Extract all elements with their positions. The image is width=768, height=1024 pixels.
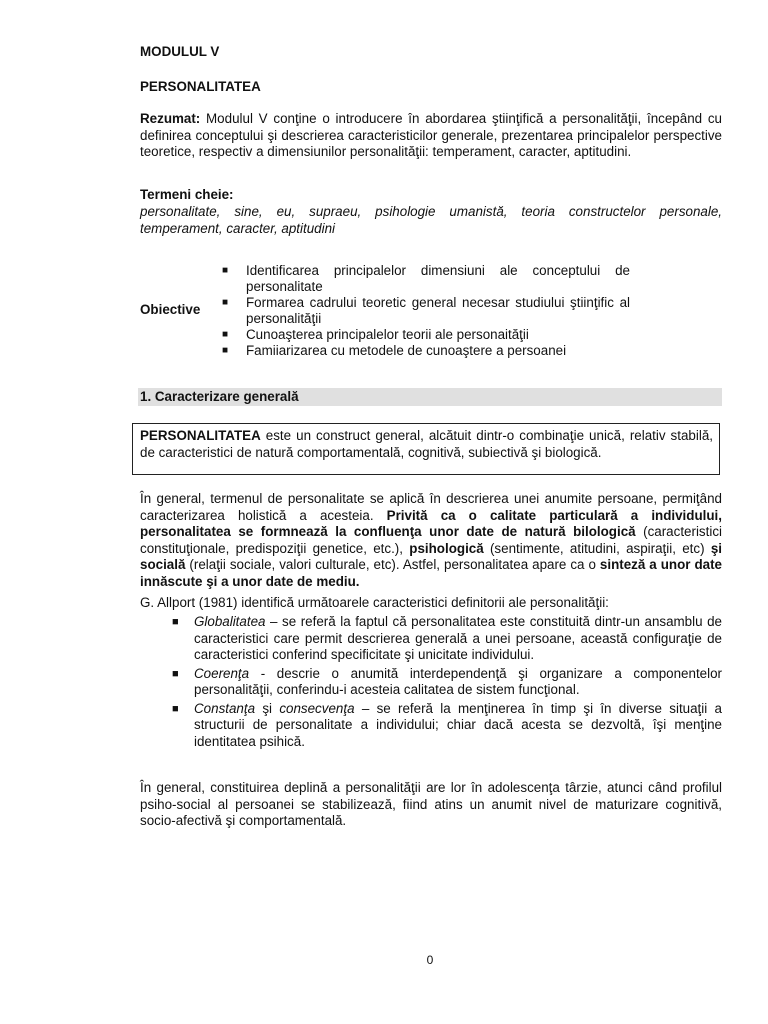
characteristics-list	[168, 614, 722, 752]
objectives-label: Obiective	[140, 302, 201, 317]
summary-label: Rezumat:	[140, 111, 201, 126]
square-bullet-icon: ■	[172, 702, 179, 715]
square-bullet-icon: ■	[222, 297, 229, 308]
characteristic-term: consecvenţa	[279, 700, 355, 716]
bold-run: sinteză a unor date innăscute şi a unor date de mediu.	[140, 557, 722, 589]
definition-box	[132, 423, 720, 475]
square-bullet-icon: ■	[172, 667, 179, 680]
square-bullet-icon: ■	[172, 616, 179, 628]
allport-intro: G. Allport (1981) identifică următoarele caracteristici definitorii ale personalităţii:	[140, 595, 609, 610]
section-heading: 1. Caracterizare generală	[140, 389, 299, 404]
list-item	[218, 343, 630, 359]
list-item	[168, 701, 722, 751]
objective-text: Famiiarizarea cu metodele de cunoaştere a persoanei	[246, 343, 567, 358]
square-bullet-icon: ■	[222, 329, 229, 340]
list-item	[168, 614, 722, 664]
bold-run: psihologică	[409, 540, 484, 556]
text-run: În general, termenul de personalitate se aplică în descrierea unei anumite persoane, permiţând caracterizarea holistică a acesteia.	[140, 491, 722, 523]
closing-paragraph: În general, constituirea deplină a personalităţii are lor în adolescenţa târzie, atunci când profilul psiho-social al persoanei se stabilizează, fiind atins un anumit nivel de maturizare cognitivă, socio-afectivă şi comportamentală.	[140, 780, 722, 828]
characteristic-term: Constanţa	[194, 700, 256, 716]
text-run: (relaţii sociale, valori culturale, etc). Astfel, personalitatea apare ca o	[185, 557, 600, 572]
list-item	[168, 666, 722, 699]
characteristic-term: Coerenţa	[194, 665, 250, 681]
characteristic-term: Globalitatea	[194, 614, 266, 629]
objective-text: Identificarea principalelor dimensiuni ale conceptului de personalitate	[246, 263, 630, 294]
square-bullet-icon: ■	[222, 345, 229, 356]
characteristic-text: – se referă la menţinerea în timp şi în diverse situaţii a structurii de personalitate a individului; chiar dacă acesta se dezvoltă, îşi menţine identitatea psihică.	[194, 700, 722, 749]
section-title: PERSONALITATEA	[140, 79, 261, 94]
bold-run: şi socială	[140, 540, 723, 572]
summary-paragraph	[140, 111, 722, 161]
objective-text: Formarea cadrului teoretic general necesar studiului ştiinţific al personalităţii	[246, 295, 630, 326]
definition-text: este un construct general, alcătuit dintr-o combinaţie unică, relativ stabilă, de caracteristici de natură comportamentală, cognitivă, subiectivă şi biologică.	[140, 428, 713, 460]
module-title: MODULUL V	[140, 44, 220, 59]
square-bullet-icon: ■	[222, 265, 229, 276]
list-item	[218, 295, 630, 327]
key-terms-text: personalitate, sine, eu, supraeu, psihologie umanistă, teoria constructelor personale, temperament, caracter, aptitudini	[140, 204, 722, 236]
bold-run: Privită ca o calitate particulară a individului, personalitatea se formnează la confluenţa unor date de natură bilologică	[140, 507, 722, 539]
objective-text: Cunoaşterea principalelor teorii ale personaităţii	[246, 327, 529, 342]
general-paragraph	[140, 491, 722, 590]
objectives-list	[218, 263, 630, 359]
summary-text: Modulul V conţine o introducere în abordarea ştiinţifică a personalităţii, începând cu definirea conceptului şi descrierea caracteristicilor generale, prezentarea principalelor perspective teoretice, respectiv a dimensiunilor personalităţii: temperament, caracter, aptitudini.	[140, 111, 722, 159]
key-terms-label: Termeni cheie:	[140, 187, 234, 202]
characteristic-text: – se referă la faptul că personalitatea este constituită dintr-un ansamblu de caracteristici care permit descrierea generală a unei persoane, această configuraţie de caracteristici conferind specificitate şi unicitate individului.	[194, 614, 722, 662]
list-item	[218, 263, 630, 295]
definition-term: PERSONALITATEA	[140, 428, 261, 443]
text-run: (sentimente, atitudini, aspiraţii, etc)	[483, 540, 711, 556]
list-item	[218, 327, 630, 343]
page-number: 0	[426, 953, 434, 967]
text-run: (caracteristici constituţionale, predispoziţii genetice, etc.),	[140, 524, 722, 556]
characteristic-connector: şi	[255, 700, 280, 716]
characteristic-text: - descrie o anumită interdependenţă şi organizare a componentelor personalităţii, conferindu-i acesteia calitatea de sistem funcţional.	[194, 665, 722, 697]
